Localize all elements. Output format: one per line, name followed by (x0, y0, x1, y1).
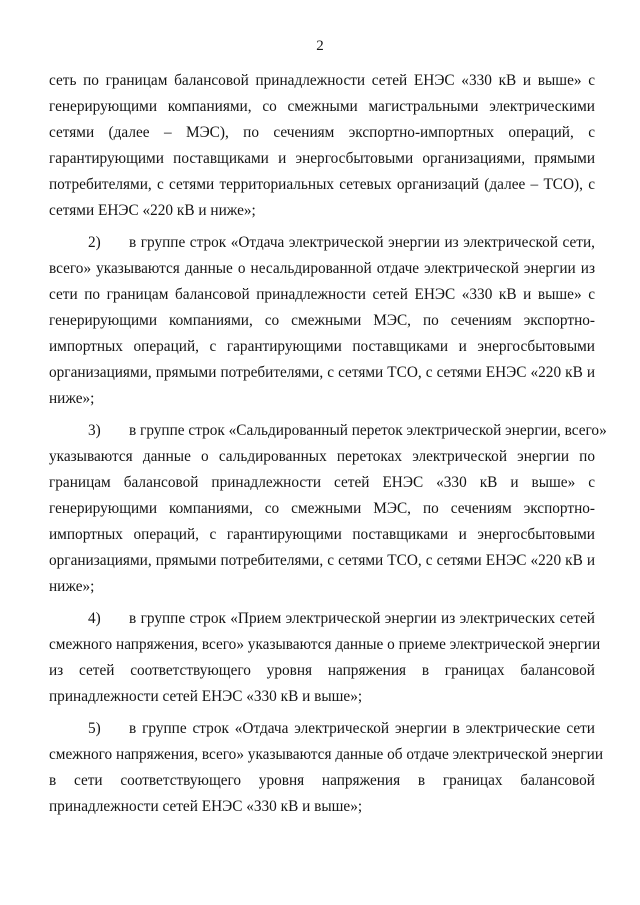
paragraph (49, 68, 595, 224)
line-text: в группе строк «Прием электрической энергии из электрических сетей (129, 610, 595, 627)
text-line: сетями (далее – МЭС), по сечениям экспортно-импортных операций, с (49, 124, 595, 141)
text-line: генерирующими компаниями, со смежными магистральными электрическими (49, 98, 595, 115)
text-line: потребителями, с сетями территориальных сетевых организаций (далее – ТСО), с (49, 176, 595, 193)
text-line: всего» указываются данные о несальдированной отдаче электрической энергии из (49, 260, 595, 277)
paragraph (49, 418, 607, 600)
text-line (49, 418, 607, 444)
list-item-number: 2) (88, 234, 101, 251)
text-line: указываются данные о сальдированных перетоках электрической энергии по (49, 448, 595, 465)
paragraph (49, 606, 601, 710)
text-line: гарантирующими поставщиками и энергосбытовыми организациями, прямыми (49, 150, 595, 167)
text-line: из сетей соответствующего уровня напряжения в границах балансовой (49, 662, 595, 679)
list-item-number: 5) (88, 720, 101, 737)
page-number: 2 (316, 38, 324, 54)
text-line (49, 716, 595, 742)
line-text: в группе строк «Отдача электрической энергии в электрические сети (129, 720, 595, 737)
document-body (49, 68, 607, 820)
text-line: импортных операций, с гарантирующими поставщиками и энергосбытовыми (49, 338, 595, 355)
line-text: в группе строк «Отдача электрической энергии из электрической сети, (129, 234, 595, 251)
text-line: принадлежности сетей ЕНЭС «330 кВ и выше»; (49, 798, 363, 815)
text-line: смежного напряжения, всего» указываются данные об отдаче электрической энергии (49, 746, 604, 763)
text-line: сети по границам балансовой принадлежности сетей ЕНЭС «330 кВ и выше» с (49, 286, 595, 303)
text-line: импортных операций, с гарантирующими поставщиками и энергосбытовыми (49, 526, 595, 543)
text-line: смежного напряжения, всего» указываются данные о приеме электрической энергии (49, 636, 601, 653)
text-line (49, 606, 595, 632)
text-line: сетями ЕНЭС «220 кВ и ниже»; (49, 202, 256, 219)
text-line: организациями, прямыми потребителями, с сетями ТСО, с сетями ЕНЭС «220 кВ и (49, 364, 595, 381)
text-line: ниже»; (49, 390, 95, 407)
paragraph (49, 716, 604, 820)
text-line: ниже»; (49, 578, 95, 595)
text-line: границам балансовой принадлежности сетей ЕНЭС «330 кВ и выше» с (49, 474, 595, 491)
text-line: в сети соответствующего уровня напряжения в границах балансовой (49, 772, 595, 789)
text-line: генерирующими компаниями, со смежными МЭС, по сечениям экспортно- (49, 312, 595, 329)
list-item-number: 3) (88, 422, 101, 439)
text-line (49, 230, 595, 256)
paragraph (49, 230, 595, 412)
text-line: принадлежности сетей ЕНЭС «330 кВ и выше»; (49, 688, 363, 705)
line-text: в группе строк «Сальдированный переток электрической энергии, всего» (129, 422, 607, 439)
text-line: генерирующими компаниями, со смежными МЭС, по сечениям экспортно- (49, 500, 595, 517)
text-line: организациями, прямыми потребителями, с сетями ТСО, с сетями ЕНЭС «220 кВ и (49, 552, 595, 569)
text-line: сеть по границам балансовой принадлежности сетей ЕНЭС «330 кВ и выше» с (49, 72, 595, 89)
list-item-number: 4) (88, 610, 101, 627)
